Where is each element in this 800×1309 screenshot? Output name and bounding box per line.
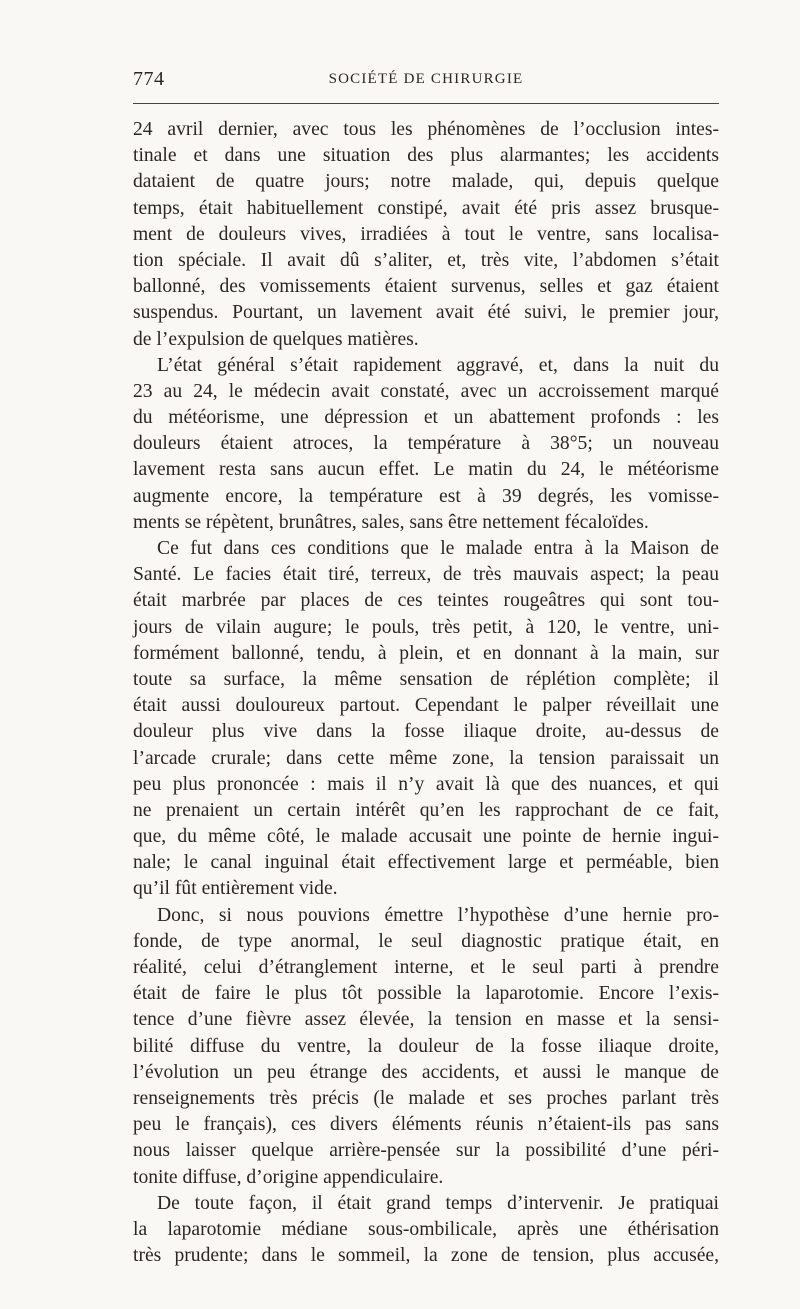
running-title: SOCIÉTÉ DE CHIRURGIE [328,71,524,87]
text-line: nale; le canal inguinal était effectivement large et perméable, bien [133,852,719,874]
text-line: réalité, celui d’étranglement interne, et le seul parti à prendre [133,957,719,978]
text-line: nous laisser quelque arrière-pensée sur la possibilité d’une péri- [133,1140,719,1162]
text-line: que, du même côté, le malade accusait une pointe de hernie ingui- [133,826,719,848]
text-line: Ce fut dans ces conditions que le malade entra à la Maison de [157,538,719,559]
text-line: 23 au 24, le médecin avait constaté, avec un accroissement marqué [133,380,719,402]
text-line: l’évolution un peu étrange des accidents, et aussi le manque de [133,1061,719,1083]
text-line: peu plus prononcée : mais il n’y avait là que des nuances, et qui [133,773,719,795]
text-line: l’arcade crurale; dans cette même zone, la tension paraissait un [133,747,719,769]
text-line: temps, était habituellement constipé, avait été pris assez brusque- [133,197,719,219]
text-line: très prudente; dans le sommeil, la zone de tension, plus accusée, [133,1245,719,1267]
header-rule [133,103,719,104]
text-line: ballonné, des vomissements étaient survenus, selles et gaz étaient [133,276,719,298]
text-line: dataient de quatre jours; notre malade, qui, depuis quelque [133,171,719,193]
text-line: fonde, de type anormal, le seul diagnostic pratique était, en [133,930,719,952]
text-line: était marbrée par places de ces teintes rougeâtres qui sont tou- [133,590,719,612]
text-line: formément ballonné, tendu, à plein, et en donnant à la main, sur [133,642,719,664]
text-line: ments se répètent, brunâtres, sales, sans être nettement fécaloïdes. [133,511,649,533]
text-line: 24 avril dernier, avec tous les phénomènes de l’occlusion intes- [133,119,719,140]
text-line: bilité diffuse du ventre, la douleur de la fosse iliaque droite, [133,1035,719,1057]
page-header [133,64,719,94]
text-line: augmente encore, la température est à 39 degrés, les vomisse- [133,485,719,507]
text-line: de l’expulsion de quelques matières. [133,328,419,350]
text-line: qu’il fût entièrement vide. [133,878,338,900]
text-line: jours de vilain augure; le pouls, très petit, à 120, le ventre, uni- [133,616,719,638]
text-line: De toute façon, il était grand temps d’intervenir. Je pratiquai [157,1192,719,1214]
text-line: renseignements très précis (le malade et ses proches parlant très [133,1087,719,1109]
text-line: du météorisme, une dépression et un abattement profonds : les [133,407,719,429]
text-line: la laparotomie médiane sous-ombilicale, après une éthérisation [133,1218,719,1240]
text-line: douleur plus vive dans la fosse iliaque droite, au-dessus de [133,721,719,743]
page-number: 774 [133,68,165,90]
text-line: était de faire le plus tôt possible la laparotomie. Encore l’exis- [133,983,719,1005]
body-text [133,117,719,1269]
text-line: L’état général s’était rapidement aggravé, et, dans la nuit du [157,354,719,376]
text-line: ment de douleurs vives, irradiées à tout le ventre, sans localisa- [133,223,719,245]
text-line: tonite diffuse, d’origine appendiculaire. [133,1166,444,1188]
text-line: suspendus. Pourtant, un lavement avait été suivi, le premier jour, [133,302,719,324]
text-line: tence d’une fièvre assez élevée, la tension en masse et la sensi- [133,1009,719,1031]
text-line: Donc, si nous pouvions émettre l’hypothèse d’une hernie pro- [157,904,719,926]
text-line: peu le français), ces divers éléments réunis n’étaient-ils pas sans [133,1114,719,1136]
text-line: était aussi douloureux partout. Cependant le palper réveillait une [133,695,719,717]
text-line: ne prenaient un certain intérêt qu’en les rapprochant de ce fait, [133,799,719,821]
text-line: tinale et dans une situation des plus alarmantes; les accidents [133,145,719,167]
text-line: Santé. Le facies était tiré, terreux, de très mauvais aspect; la peau [133,564,719,586]
text-line: toute sa surface, la même sensation de réplétion complète; il [133,668,719,690]
text-line: lavement resta sans aucun effet. Le matin du 24, le météorisme [133,459,719,481]
text-line: douleurs étaient atroces, la température à 38°5; un nouveau [133,433,719,455]
text-line: tion spéciale. Il avait dû s’aliter, et, très vite, l’abdomen s’était [133,249,719,271]
